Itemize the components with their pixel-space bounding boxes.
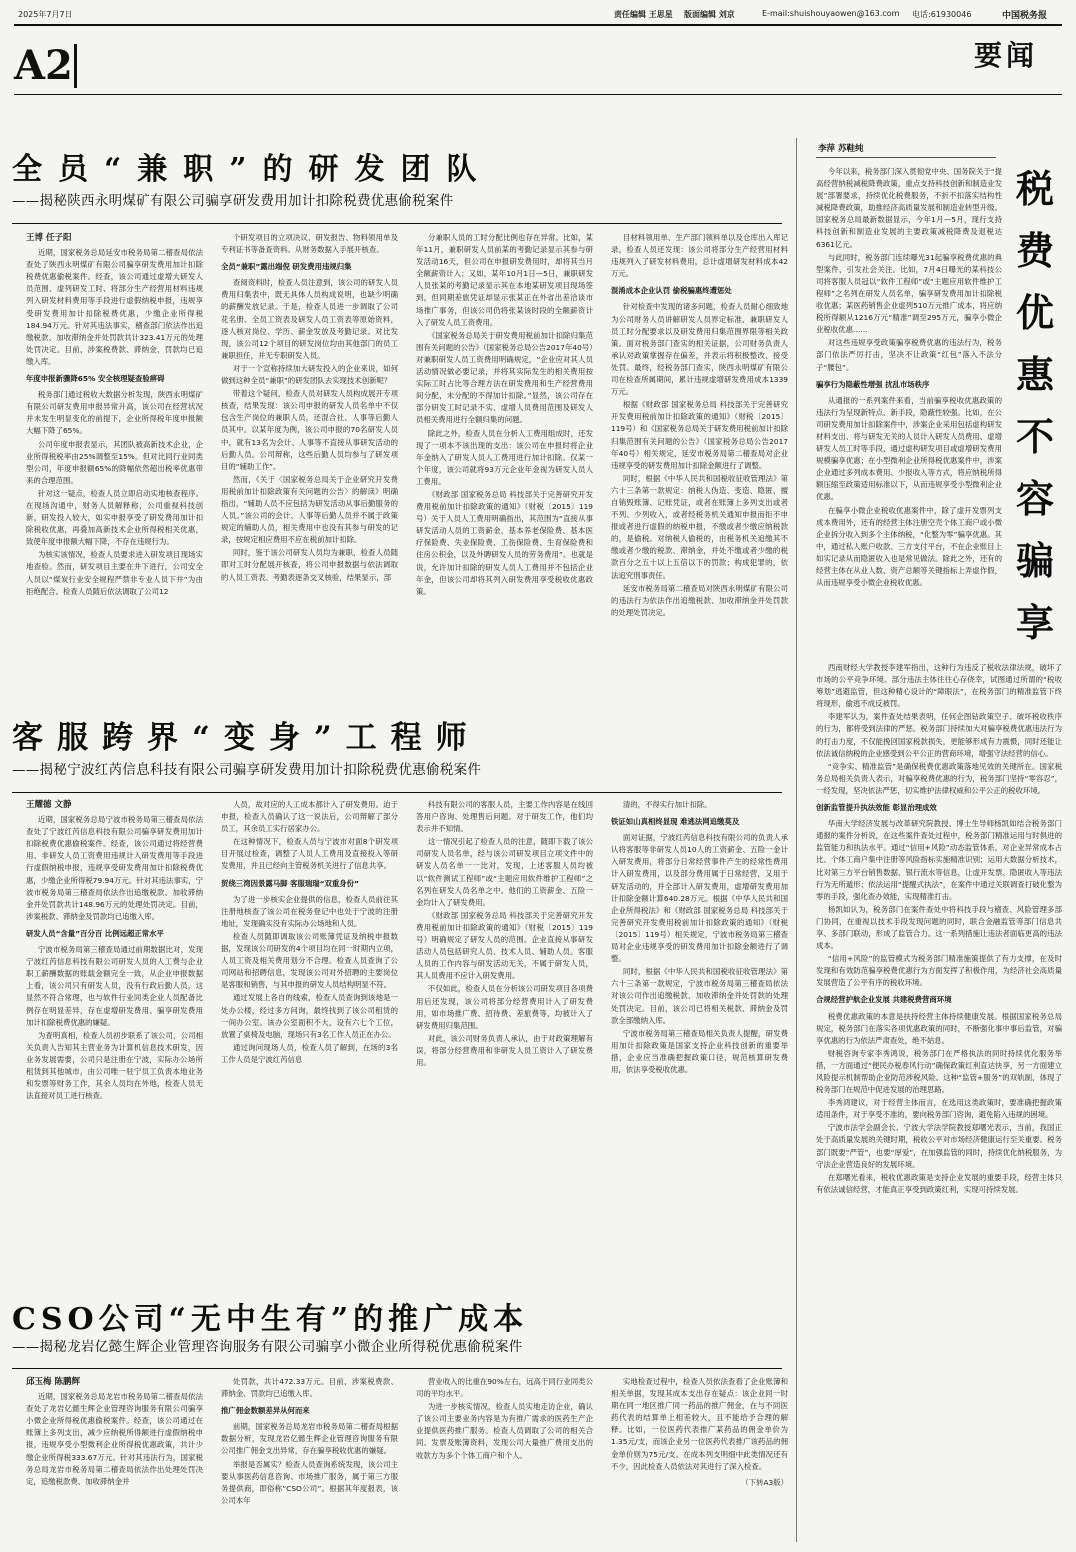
paragraph: 不仅如此，检查人员在分析该公司研发项目各项费用后还发现，该公司将部分经营费用计入了研发费用，如市场推广费、招待费、差旅费等，均被计入了研发费用归集范围。 [416, 984, 593, 1030]
paragraph: 科技有限公司的客服人员，主要工作内容是在线回答用户咨询、处理售后问题。对于研发工作，他们均表示并不知情。 [416, 800, 593, 834]
paragraph: 营业收入的比重在90%左右，远高于同行业同类公司的平均水平。 [416, 1377, 593, 1399]
paragraph: 然而，《关于〈国家税务总局关于企业研究开发费用税前加计扣除政策有关问题的公告〉的解读》明确指出，“辅助人员不应包括为研发活动从事后勤服务的人员。”该公司的会计、人事等后勤人员并不属于政策规定的辅助人员，相关费用中也没有其参与研发的记录，按规定相应费用不应在税前加计扣除。 [221, 474, 398, 545]
paragraph: 杨凯如认为，税务部门在案件查处中将科技手段与稽查、风险管理多部门协同，在重视以技术手段发现问题的同时，联合金融监管等部门信息共享、多部门联动，形成了监管合力。这一系列措施让违法者面临更高的违法成本。 [816, 904, 1062, 951]
article-3-byline: 邱玉梅 陈鹏辉 [26, 1377, 80, 1387]
sidebar-text-upper [816, 166, 1002, 656]
section-name: 要闻 [974, 39, 1039, 72]
page-number: A2 [14, 42, 73, 89]
article-1-subtitle: ——揭秘陕西永明煤矿有限公司骗享研发费用加计扣除税费优惠偷税案件 [12, 193, 454, 209]
paragraph: 为进一步核实情况，检查人员实地走访企业，确认了该公司主要业务内容是为有推广需求的医药生产企业提供医药推广服务。检查人员调取了公司的相关合同、发票及账簿资料，发现公司大量推广费用支出的收款方为多个个体工商户和个人。 [416, 1402, 593, 1460]
section-subhead: 推广佣金数额差异从何而来 [221, 1406, 310, 1416]
paragraph: 宁波市法学会副会长、宁波大学法学院教授郑曙光表示，当前，我国正处于高质量发展的关键时期，税收公平对市场经济健康运行至关重要。税务部门既要“严管”，也要“厚爱”，在加强监管的同时，持续优化纳税服务，为守法企业营造良好的发展环境。 [816, 1123, 1062, 1169]
title-char: 骗 [1015, 538, 1054, 583]
paragraph: 华南大学经济发展与改革研究院教授、博士生导师杨凯如结合税务部门通报的案件分析说，在这些案件查处过程中，税务部门精准运用与时俱进的监管能力和执法水平。通过“信用+风险”动态监管体系，对企业异常成本占比、个体工商户集中注册等风险指标实施精准识别；运用大数据分析技术，比对第三方平台销售数据、银行流水等信息，让虚开发票、隐匿收入等违法行为无所遁形；依法运用“提醒式执法”，在案件中通过关联调查打破化整为零的手段，强化查办效能，实现精准打击。 [816, 819, 1062, 901]
paragraph: 这一情况引起了检查人员的注意，随即下载了该公司研发人员名单，经与该公司研发项目立项文件中的研发人员名单一一比对，发现，上述客服人员均被以“软件测试工程师”或“主题应用软件维护工程师”之名列在研发人员名单之中。他们的工资薪金、五险一金均计入了研发费用。 [416, 837, 593, 907]
article-3-columns [26, 1376, 788, 1544]
sidebar-text-lower [816, 662, 1062, 1542]
editor-credit: 责任编辑 王思星 [614, 10, 673, 19]
page-number-box [14, 44, 77, 88]
section-subhead: 合规经营护航企业发展 共建税费营商环境 [816, 995, 952, 1005]
sidebar-divider [796, 138, 797, 1542]
sidebar-byline: 李萍 苏鞋纯 [818, 144, 864, 154]
paragraph: 查阅资料时，检查人员注意到，该公司的研发人员费用归集表中，既无具体人员构成说明，也缺少明确的薪酬发放记录。于是，检查人员进一步调取了公司花名册、全员工资表及研发人员工资表等原始资料，逐人核对岗位、学历、薪金发放及考勤记录。对比发现，该公司12个项目的研发岗位均由其他部门的员工兼职担任，并无专职研发人员。 [221, 278, 398, 360]
paragraph: 为核实该情况，检查人员要求进入研发项目现场实地查验。然而，研发项目主要在井下进行，公司安全人员以“煤炭行业安全规程严禁非专业人员下井”为由拒绝配合。检查人员随后依法调取了公司12 [26, 550, 203, 596]
sidebar-byline-rule [816, 157, 996, 158]
article-1-rule [12, 223, 782, 224]
paragraph: 李建军认为，案件查处结果表明，任何企图钻政策空子、破坏税收秩序的行为，都将受到法律的严惩。税务部门持续加大对骗享税费优惠违法行为的打击力度，不仅能挽回国家税款损失，更能够形成有力震慑，同时还能让依法诚信纳税的企业感受到公平公正的营商环境，增强守法经营的信心。 [816, 712, 1062, 758]
continued-note: （下转A3版） [741, 1477, 788, 1487]
article-2-columns [26, 799, 788, 1271]
paragraph: 在这种情况下，检查人员与宁波市对面8个研发项目开展过检查，调整了人员人工费用及直接投入等研发费用，并且已经向主管税务机关进行了信息共享。 [221, 837, 398, 871]
title-char: 不 [1015, 414, 1054, 459]
paragraph: 《国家税务总局关于研发费用税前加计扣除归集范围有关问题的公告》（国家税务总局公告2017年40号）对兼职研发人员工资费用明确规定，“企业应对其人员活动情况做必要记录，并将其实际发生的相关费用按实际工时占比等合理方法在研发费用和生产经营费用间分配，未分配的不得加计扣除。”显然，该公司存在部分研发工时记录不实、虚增人员费用范围及研发人员相关费用进行全额归集的问题。 [416, 330, 593, 425]
article-2-col-1 [26, 799, 203, 1271]
article-3-col-3 [416, 1376, 593, 1544]
title-char: 费 [1015, 228, 1054, 273]
paragraph: 公司年度申报表显示，其团队被高新技术企业，企业所得税税率由25%调整至15%。但对比同行业同类型公司，年度申报额65%的降幅依然超出税率优惠带来的合理范围。 [26, 439, 203, 485]
paragraph: 税务部门通过税收大数据分析发现，陕西永明煤矿有限公司研发费用申报异常升高，该公司在经营状况并未发生明显变化的前提下，企业所得税年度申报额大幅下降了65%。 [26, 390, 203, 436]
layout-editor-credit: 版面编辑 刘京 [684, 10, 735, 19]
paragraph: 前期，国家税务总局龙岩市税务局第二稽查局根据数据分析，发现龙岩亿懿生辉企业管理咨询服务有限公司推广佣金支出异常，存在骗享税收优惠的嫌疑。 [221, 1422, 398, 1456]
paragraph: 税费优惠政策的本意是扶持经营主体持续健康发展。根据国家税务总局规定，税务部门在落实各项优惠政策的同时，不断强化事中事后监管，对骗享优惠的行为依法严肃查处，绝不姑息。 [816, 1011, 1062, 1045]
section-subhead: 研发人员“含量”百分百 比例远超正常水平 [26, 928, 164, 938]
paragraph: “竞争实、精准监管”是确保税费优惠政策落地见效的关键所在。国家税务总局相关负责人表示，对骗享税费优惠的行为，税务部门坚持“零容忍”，一经发现，坚决依法严惩，切实维护法律权威和公平公正的税收环境。 [816, 761, 1062, 795]
article-2-rule [12, 792, 782, 793]
article-1-col-3 [416, 232, 593, 704]
paragraph: 目材料领用单、生产部门领料单以及仓库出入库记录，检查人员还发现：该公司将部分生产经营用材料违规列入了研发材料费用，总计虚增研发材料成本42万元。 [611, 233, 788, 279]
masthead-rule [14, 94, 1062, 95]
paragraph: 在郑曙光看来，税收优惠政策是支持企业发展的重要手段，经营主体只有依法诚信经营，才能真正享受到政策红利，实现可持续发展。 [816, 1172, 1062, 1194]
sidebar-vertical-title [1012, 158, 1058, 654]
article-1-col-1 [26, 232, 203, 704]
section-subhead: 贸绕三湾因景露马脚 客服瑞瑞“双重身份” [221, 878, 359, 888]
article-3-col-2 [221, 1376, 398, 1544]
article-1-columns [26, 232, 788, 704]
article-2-byline: 王耀德 文静 [26, 800, 72, 810]
section-subhead: 骗享行为隐蔽性增强 扰乱市场秩序 [816, 379, 930, 389]
article-1-col-2 [221, 232, 398, 704]
paragraph: 通过发展上各自的线索，检查人员查询到该地是一处办公楼，经过多方问询，最终找到了该公司租赁的一间办公室。该办公室面积不大，设有六七个工位，放置了桌椅及电脑，现场只有3名工作人员正在办公。 [221, 993, 398, 1039]
paragraph: 宁波市税务局第三稽查局通过前期数据比对，发现宁波红芮信息科技有限公司研发人员的人工费与企业职工薪酬数据的账载金额完全一致，从企业申报数据上看，该公司只有研发人员，没有行政后勤人员，这显然不符合常理，也与软件行业同类企业人员配备比例存在明显差异，存在虚增研发费用、骗享研发费用加计扣除税费优惠的嫌疑。 [26, 945, 203, 1027]
section-subhead: 全员“兼职”露出端倪 研发费用违规归集 [221, 262, 352, 272]
article-3-subtitle: ——揭秘龙岩亿懿生辉企业管理咨询服务有限公司骗享小微企业所得税优惠偷税案件 [12, 1339, 523, 1355]
section-subhead: 铁证如山真相终显现 难逃法网追缴莫及 [611, 817, 740, 827]
article-2-title: 客服跨界“变身”工程师 [12, 720, 481, 756]
paragraph: 个研发项目的立项决议、研发报告、物料领用单及专利证书等备查资料。从财务数据入手展开核查。 [221, 233, 398, 255]
paragraph: 在骗享小微企业税收优惠案件中，除了虚开发票列支成本费用外，还有的经营主体注册空壳个体工商户或小微企业拆分收入到多个主体纳税，“化整为零”骗享优惠。其中，通过私人账户收款、三方支付平台，不在企业账目上如实记录从而隐匿收入也是常见做法。除此之外，还有的经营主体在从业人数、资产总额等关键指标上弄虚作假，从而违规享受小微企业税收优惠。 [816, 505, 1002, 588]
paragraph: 对此，该公司财务负责人承认，由于对政策理解有误，将部分经营费用和非研发人员工资计入了研发费用。 [416, 1033, 593, 1067]
paragraph: 针对这一疑点，检查人员立即启动实地核查程序。在现场沟通中，财务人员解释称，公司重视科技创新，研发投入较大，如实申报享受了研发费用加计扣除税收优惠，再叠加高新技术企业所得税相关优惠，致使年度申报额大幅下降，不存在违规行为。 [26, 488, 203, 547]
paragraph: 延安市税务局第二稽查局对陕西永明煤矿有限公司的违法行为依法作出追缴税款、加收滞纳金并处罚款的处理处罚决定。 [611, 583, 788, 617]
paragraph: 《财政部 国家税务总局 科技部关于完善研究开发费用税前加计扣除政策的通知》（财税〔2015〕119号）明确规定了研发人员的范围。企业直接从事研发活动人员包括研究人员、技术人员、辅助人员。客服人员的工作内容与研发活动无关，不属于研发人员，其人员费用不应计入研发费用。 [416, 910, 593, 981]
paragraph: 根据《财政部 国家税务总局 科技部关于完善研究开发费用税前加计扣除政策的通知》（财税〔2015〕119号）和《国家税务总局关于研发费用税前加计扣除归集范围有关问题的公告》（国家税务总局公告2017年40号）相关规定，延安市税务局第二稽查局对企业违规享受的研发费用加计扣除金额进行了调整。 [611, 400, 788, 470]
paragraph: 实地检查过程中，检查人员依法查看了企业账簿和相关单据，发现其成本支出存在疑点：该企业同一时期在同一地区推广同一药品的推广佣金，在与不同医药代表的结算单上相差较大，且不能给予合理的解释。比如，一位医药代表推广某药品的佣金单价为1.35元/支，而该企业另一位医药代表推广该药品的佣金单价则为75元/支。在成本列支明细中此类情况还有不少，因此检查人员依法对其进行了深入检查。 [611, 1377, 788, 1471]
title-char: 税 [1015, 166, 1054, 211]
paragraph: 同时，根据《中华人民共和国税收征收管理法》第六十三条第一款规定：纳税人伪造、变造、隐匿、擅自销毁账簿、记账凭证，或者在账簿上多列支出或者不列、少列收入，或者经税务机关通知申报而拒不申报或者进行虚假的纳税申报，不缴或者少缴应纳税款的，是偷税。对纳税人偷税的，由税务机关追缴其不缴或者少缴的税款、滞纳金，并处不缴或者少缴的税款百分之五十以上五倍以下的罚款；构成犯罪的，依法追究刑事责任。 [611, 473, 788, 580]
paragraph: 近期，国家税务总局宁波市税务局第三稽查局依法查处了宁波红芮信息科技有限公司骗享研发费用加计扣除税费优惠偷税案件。经查，该公司通过将经营费用、非研发人员工资费用违规计入研发费用等手段进行虚假纳税申报，违规享受研发费用加计扣除税费优惠，少缴企业所得税79.94万元。针对其违法事实，宁波市税务局第三稽查局依法作出追缴税款、加收滞纳金并处罚款共计148.96万元的处理处罚决定。目前，涉案税款、滞纳金及罚款均已追缴入库。 [26, 815, 203, 921]
article-3-title: CSO公司“无中生有”的推广成本 [12, 1302, 529, 1337]
paragraph: 对这些违规享受政策骗享税费优惠的违法行为，税务部门依法严厉打击，坚决不让政策“红包”落入不法分子“腰包”。 [816, 338, 1002, 372]
paragraph: 为了进一步核实企业提供的信息，检查人员前往其注册地核查了该公司在税务登记中也处于宁波的注册地址，发现确实没有实际办公场地和人员。 [221, 894, 398, 928]
paragraph: 从通报的一系列案件来看，当前骗享税收优惠政策的违法行为呈现新特点、新手段，隐蔽性较强。比如，在公司研发费用加计扣除案件中，涉案企业采用包括虚构研发材料支出、将与研发无关的人员计入研发人员费用、虚增研发人员工时等手段，通过虚构研发项目或虚增研发费用规模骗享优惠；在小型微利企业所得税优惠案件中，涉案企业通过多列成本费用、少报收入等方式，将应纳税所得额压缩至政策适用标准以下，从而违规享受小型微利企业优惠。 [816, 395, 1002, 502]
paragraph: 《财政部 国家税务总局 科技部关于完善研究开发费用税前加计扣除政策的通知》（财税〔2015〕119号）关于人员人工费用明确指出，其范围为“直接从事研发活动人员的工资薪金、基本养老保险费、基本医疗保险费、失业保险费、工伤保险费、生育保险费和住房公积金，以及外聘研发人员的劳务费用”。也就是说，允许加计扣除的研发人员人工费用并不包括企业年金，但该公司却将其列入研发费用享受税收优惠政策。 [416, 489, 593, 596]
paragraph: 李秀鸿建议，对于经营主体而言，在选用这类政策时，要准确把握政策适用条件，对于享受不准的，要向税务部门咨询，避免陷入违规的困境。 [816, 1098, 1062, 1120]
paragraph: “信用+风险”的监管模式为税务部门精准施策提供了有力支撑，在及时发现和有效防范骗享税费优惠行为方面发挥了积极作用，为经济社会高质量发展营造了公平有序的税收环境。 [816, 954, 1062, 988]
paragraph: 财税咨询专家李秀鸿说，税务部门在严格执法的同时持续优化服务举措，一方面通过“便民办税春风行动”确保政策红利直达快享，另一方面建立风险提示机制帮助企业防范涉税风险。这种“监管+服务”的双轨制，体现了税务部门在规范中促进发展的治理思路。 [816, 1048, 1062, 1095]
paragraph: 人员，故对应的人工成本都计入了研发费用。迫于申报，检查人员确认了这一说法后，公司辩解了部分员工，其余员工实行居家办公。 [221, 800, 398, 834]
contact-phone: 电话:61930046 [912, 10, 972, 19]
paragraph: 带着这个疑问，检查人员对研发人员构成展开专项核查，结果发现：该公司申报的研发人员名单中不仅包含生产岗位的兼职人员，还混合社、人事等后勤人员其中。以某年度为例，该公司申报的70名研发人员中，就有13名为会计、人事等不直接从事研发活动的后勤人员。公司辩称，这些后勤人员均参与了研发项目的“辅助工作”。 [221, 389, 398, 471]
paragraph: 今年以来，税务部门深入贯彻党中央、国务院关于“提高经营纳税减税降费政策，重点支持科技创新和制造业发展”部署要求，持续优化税费服务，不折不扣落实结构性减税降费政策，助推经济高质量发展和制造业转型升级。国家税务总局最新数据显示，今年1月—5月，现行支持科技创新和制造业发展的主要政策减税降费及退税达6361亿元。 [816, 167, 1002, 249]
article-3-col-1 [26, 1376, 203, 1544]
paragraph: 通过询问现场人员，检查人员了解到，在场的3名工作人员是宁波红芮信息 [221, 1042, 398, 1064]
title-char: 容 [1015, 476, 1054, 521]
article-3-col-4 [611, 1376, 788, 1544]
paragraph: 针对检查中发现的诸多问题，检查人员耐心细致地为公司财务人员讲解研发人员界定标准、兼职研发人员工时分配要求以及研发费用归集范围界限等相关政策。面对税务部门查实的相关证据，公司财务负责人承认对政策掌握存在偏差，并表示将积极整改、接受处罚。最终，经税务部门查实，陕西永明煤矿有限公司在检查所属期间，累计违规虚增研发费用成本1339万元。 [611, 302, 788, 397]
paper-name: 中国税务报 [1002, 11, 1048, 21]
paragraph: 除此之外，检查人员在分析人工费用组成时，还发现了一项本不该出现的支出：该公司在申报时将企业年金纳入了研发人员人工费用进行加计扣除。仅某一个年度，该公司就将93万元企业年金视为研发人员人工费用。 [416, 428, 593, 486]
paragraph: 为查明真相，检查人员初步联系了该公司，公司相关负责人告知其主营业务为计算机信息技术研发，因业务发展需要，公司只是注册在宁波，实际办公场所租赁到其他城市，由公司唯一驻宁员工负责本地业务和发票等财务工作，其余人员均在外地，检查人员无法直接对员工进行核查。 [26, 1030, 203, 1101]
paragraph: 分兼职人员的工时分配比例也存在异常。比如，某年11月，兼职研发人员前某的考勤记录显示其参与研发活动16天，但公司在申报研发费用时，却将其当月全额薪资计入；又如，某年10月1日—5日，兼职研发人员张某的考勤记录显示其在本地某研发项目现场签到，但同期差旅凭证却显示张某正在外省出差洽谈市场推广事务，但该公司仍将张某该时段的全额薪资计入了研发人员工资费用。 [416, 233, 593, 327]
section-subhead: 年度申报新骤降65% 安全核理疑查验痹碍 [26, 374, 165, 384]
title-char: 惠 [1015, 352, 1054, 397]
title-char: 享 [1015, 600, 1054, 645]
article-1-byline: 王博 任子阳 [26, 233, 72, 243]
article-2-col-2 [221, 799, 398, 1271]
issue-date: 2025年7月7日 [18, 10, 73, 19]
paragraph: 对于一个宣称持续加大研发投入的企业来说，如何做到这种全员“兼职”的研发团队去实现技术创新呢？ [221, 363, 398, 386]
contact-email: E-mail:shuishouyaowen@163.com [762, 9, 900, 18]
paragraph: 与此同时，税务部门连续曝光31起骗享税费优惠的典型案件，引发社会关注。比如，7月4日曝光的某科技公司将客服人员冠以“软件工程师”或“主题应用软件维护工程师”之名列在研发人员名单，骗享研发费用加计扣除税收优惠；某医药销售企业虚列510万元推广成本，将应纳税所得额从1216万元“精准”调至295万元，骗享小微企业税收优惠…… [816, 252, 1002, 335]
article-1-title: 全员“兼职”的研发团队 [12, 152, 493, 187]
paragraph: 同时，鉴于该公司研发人员均为兼职，检查人员随即对工时分配展开核查，将公司申报数据与依法调取的人员工资表、考勤表逐条交叉核验，结果显示，部 [221, 548, 398, 582]
paragraph: 举报是否属实？检查人员查询系统发现，该公司主要从事医药信息咨询、市场推广服务，属于第三方服务提供商，即俗称“CSO公司”。根据其年度报表，该公司本年 [221, 1459, 398, 1505]
article-3-rule [12, 1368, 782, 1369]
paragraph: 近期，国家税务总局龙岩市税务局第二稽查局依法查处了龙岩亿懿生辉企业管理咨询服务有限公司骗享小微企业所得税优惠偷税案件。经查，该公司通过在账簿上多列支出，减少应纳税所得额进行虚假纳税申报，违规享受小型微利企业所得税优惠政策，共计少缴企业所得税333.67万元。针对其违法行为，国家税务总局龙岩市税务局第二稽查局依法作出处理处罚决定，追缴税款费、加收滞纳金并 [26, 1392, 203, 1486]
article-2-col-4 [611, 799, 788, 1271]
paragraph: 同时，根据《中华人民共和国税收征收管理法》第六十三条第一款规定，宁波市税务局第三稽查局依法对该公司作出追缴税款、加收滞纳金并处罚款的处理处罚决定。目前，该公司已将相关税款、滞纳金及罚款全部缴纳入库。 [611, 967, 788, 1025]
paragraph: 检查人员随即调取该公司账簿凭证及纳税申报数据，发现该公司研发的4个项目均在同一时期内立项，人员工资及相关费用划分不合理。检查人员查询了公司网站和招聘信息，发现该公司对外招聘的主要岗位是客服和销售，与其申报的研发人员结构明显不符。 [221, 931, 398, 990]
article-1-col-4 [611, 232, 788, 704]
paragraph: 面对证据，宁波红芮信息科技有限公司的负责人承认将客服等非研发人员10人的工资薪金、五险一金计入研发费用，将部分日常经营事件产生的经常性费用计入研发费用，以及部分费用属于日常经营，又用于研发活动的，并全部计入研发费用，虚增研发费用加计扣除金额计算640.28万元。根据《中华人民共和国企业所得税法》和《财政部 国家税务总局 科技部关于完善研究开发费用税前加计扣除政策的通知》（财税〔2015〕119号）相关规定，宁波市税务局第三稽查局对企业违规享受的研发费用加计扣除金额进行了调整。 [611, 833, 788, 964]
paragraph: 近期，国家税务总局延安市税务局第二稽查局依法查处了陕西永明煤矿有限公司骗享研发费用加计扣除税费优惠偷税案件。经查，该公司通过虚增大研发人员范围、虚列研发工时、将部分生产经营用材料违规列入研发材料费用等手段进行虚假纳税申报，违规享受研发费用加计扣除税费优惠，少缴企业所得税184.94万元。针对其违法事实，稽查部门依法作出追缴税款、加收滞纳金并处罚款共计323.41万元的处理处罚决定。目前，涉案税费款、滞纳金、罚款均已追缴入库。 [26, 248, 203, 366]
section-subhead: 创新监管提升执法效能 彰显治理成效 [816, 803, 937, 813]
paragraph: 宁波市税务局第三稽查局相关负责人提醒，研发费用加计扣除政策是国家支持企业科技创新的重要举措，企业应当准确把握政策口径，规范核算研发费用，依法享受税收优惠。 [611, 1028, 788, 1074]
header-rule [14, 24, 1062, 26]
title-char: 优 [1015, 290, 1054, 335]
article-2-col-3 [416, 799, 593, 1271]
paragraph: 清的，不得实行加计扣除。 [622, 800, 712, 809]
paragraph: 处罚款，共计472.33万元。目前，涉案税费款、滞纳金、罚款均已追缴入库。 [221, 1377, 398, 1399]
article-2-subtitle: ——揭秘宁波红芮信息科技有限公司骗享研发费用加计扣除税费优惠偷税案件 [12, 762, 482, 778]
paragraph: 西南财经大学教授李建军指出，这种行为违反了税收法律法规，破坏了市场的公平竞争环境。部分违法主体往往心存侥幸，试图通过所谓的“税收筹划”逃避监管，但这种精心设计的“障眼法”，在税务部门的精准监管下终将现形，偷逃不成反被罚。 [816, 663, 1062, 709]
section-subhead: 混淆成本企业认罚 偷税骗惠终遭惩处 [611, 286, 732, 296]
